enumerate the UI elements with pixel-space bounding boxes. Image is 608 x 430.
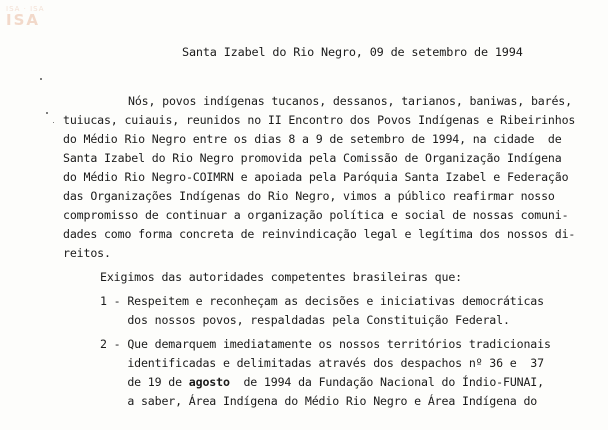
list-item-2-line3-suffix: de 1994 da Fundação Nacional do Índio-FUNAI,: [229, 375, 544, 389]
list-item-1-line: dos nossos povos, respaldadas pela Constituição Federal.: [100, 313, 510, 327]
scan-speck: [40, 78, 42, 80]
paragraph1-line: reitos.: [63, 246, 111, 260]
list-item-2-line3-prefix: de 19 de: [100, 375, 189, 389]
watermark-main-text: ISA: [6, 11, 40, 29]
paragraph1-line: Santa Izabel do Rio Negro promovida pela Comissão de Organização Indígena: [63, 151, 562, 165]
list-item-2-line3-bold: agosto: [188, 375, 230, 389]
paragraph1-line: compromisso de continuar a organização política e social de nossas comuni-: [63, 208, 569, 222]
list-item-2-line: 2 - Que demarquem imediatamente os nossos territórios tradicionais: [100, 337, 551, 351]
paragraph1-line: Nós, povos indígenas tucanos, dessanos, tarianos, baniwas, barés,: [128, 94, 572, 108]
paragraph1-line: tuiucas, cuiauis, reunidos no II Encontro dos Povos Indígenas e Ribeirinhos: [63, 113, 576, 127]
paragraph1-line: das Organizações Indígenas do Rio Negro, vimos a público reafirmar nosso: [63, 189, 555, 203]
paragraph1-line: dades como forma concreta de reinvindicação legal e legítima dos nossos di-: [63, 227, 576, 241]
list-item-2-line: a saber, Área Indígena do Médio Rio Negro e Área Indígena do: [100, 394, 538, 408]
scan-speck: [53, 122, 54, 123]
list-item-1-line: 1 - Respeitem e reconheçam as decisões e iniciativas democráticas: [100, 294, 544, 308]
list-item-2-line: identificadas e delimitadas através dos despachos nº 36 e 37: [100, 356, 544, 370]
date-line: Santa Izabel do Rio Negro, 09 de setembro de 1994: [182, 45, 523, 59]
paragraph2-line: Exigimos das autoridades competentes brasileiras que:: [100, 270, 462, 284]
paragraph1-line: do Médio Rio Negro entre os dias 8 a 9 de setembro de 1994, na cidade de: [63, 132, 562, 146]
watermark-top-text: ISA · ISA: [6, 5, 45, 13]
list-item-2-line: [100, 375, 544, 389]
paragraph1-line: do Médio Rio Negro-COIMRN e apoiada pela Paróquia Santa Izabel e Federação: [63, 170, 569, 184]
watermark-logo: [6, 6, 74, 32]
scan-speck: [46, 112, 48, 114]
